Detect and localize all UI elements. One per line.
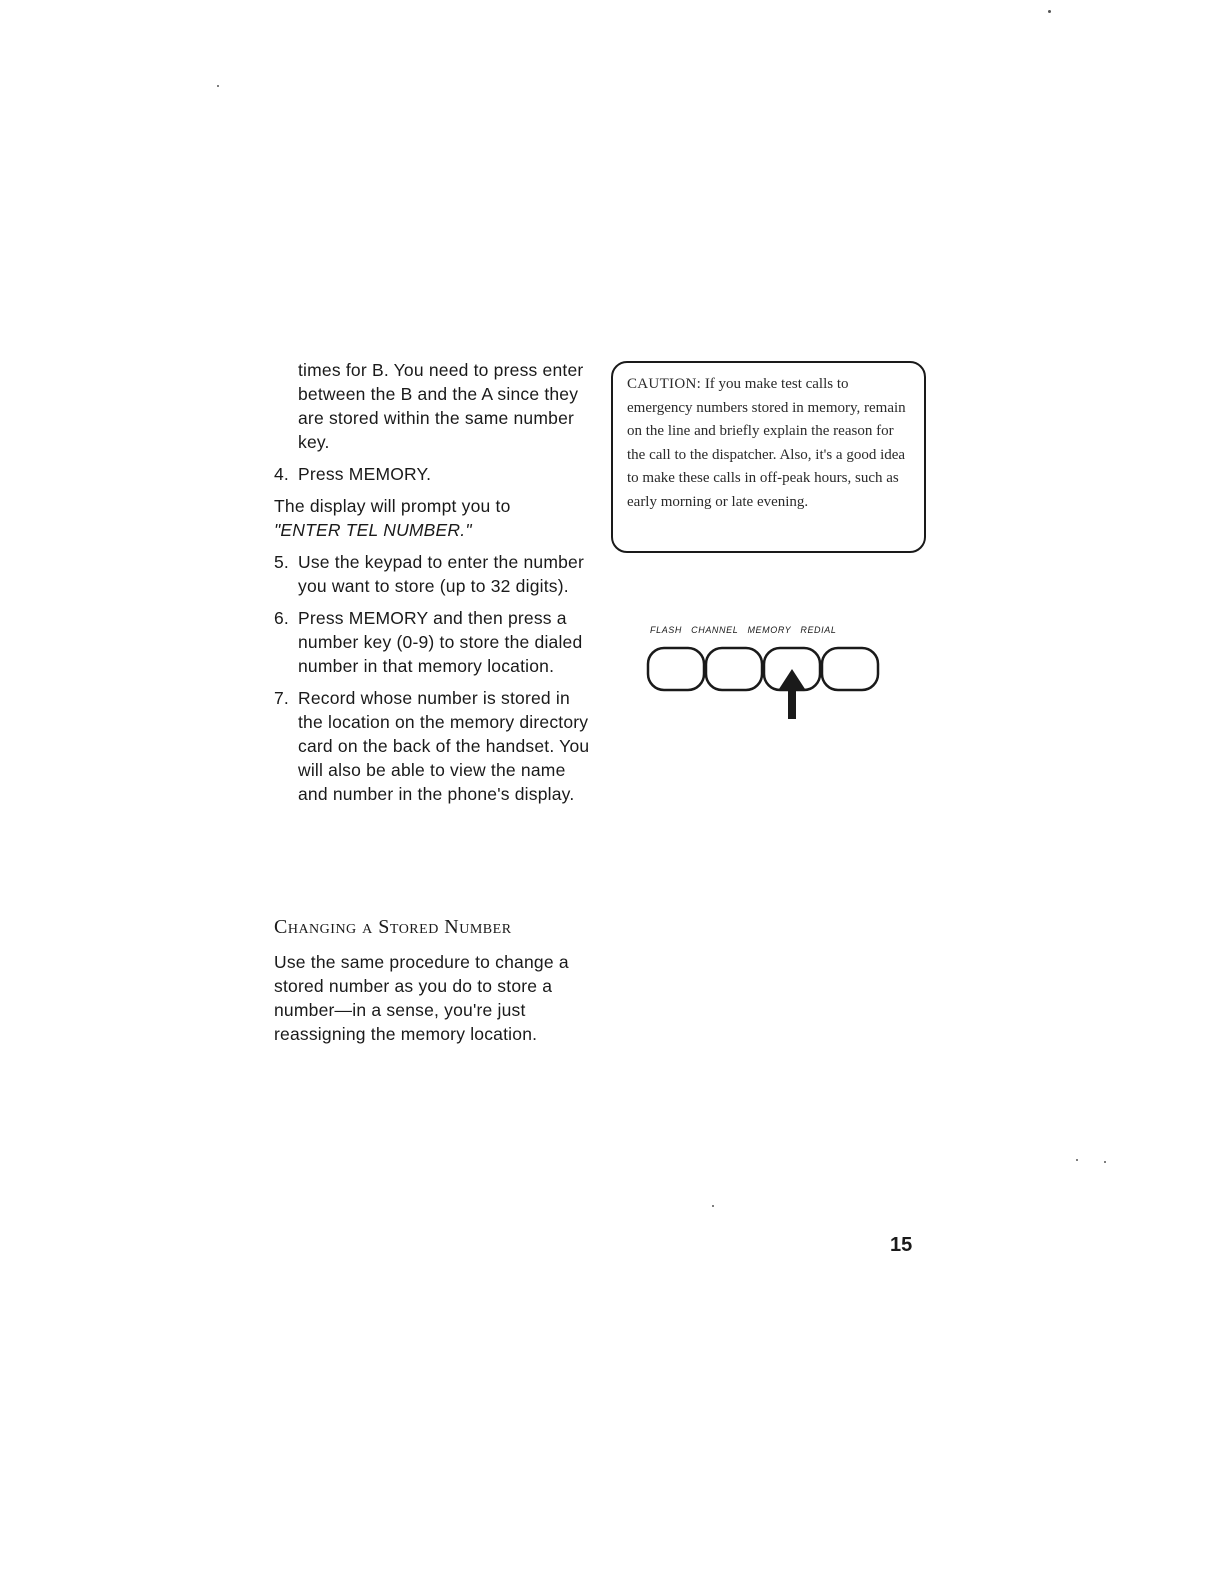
caution-label: CAUTION: xyxy=(627,376,702,392)
scan-speck xyxy=(1076,1159,1078,1161)
step-7-text: Record whose number is stored in the location on the memory directory card on the back of the handset. You will also be able to view the name and number in the phone's display. xyxy=(298,688,590,804)
scan-speck xyxy=(217,85,219,87)
key-label-flash: FLASH xyxy=(650,625,683,635)
key-label-channel: CHANNEL xyxy=(691,625,739,635)
continued-step-text: times for B. You need to press enter between the B and the A since they are stored within the same number key. xyxy=(298,360,584,452)
redial-key-icon xyxy=(822,648,878,690)
arrow-up-icon xyxy=(779,669,805,719)
step-4-text: Press MEMORY. xyxy=(298,464,432,484)
key-labels xyxy=(650,625,842,635)
section-body: Use the same procedure to change a stored number as you do to store a number—in a sense, you're just reassigning the memory location. xyxy=(274,952,569,1044)
display-prompt-note xyxy=(274,494,594,542)
page-number: 15 xyxy=(890,1234,913,1256)
key-label-redial: REDIAL xyxy=(800,625,837,635)
keypad-keys-figure xyxy=(640,625,900,735)
section-heading: Changing a Stored Number xyxy=(274,916,512,938)
display-prompt-text: The display will prompt you to xyxy=(274,496,511,516)
step-4-number: 4. xyxy=(274,464,289,484)
step-6-number: 6. xyxy=(274,608,289,628)
display-prompt-message: "ENTER TEL NUMBER." xyxy=(274,520,472,540)
scan-speck xyxy=(1104,1161,1106,1163)
flash-key-icon xyxy=(648,648,704,690)
scan-speck xyxy=(1048,10,1051,13)
key-label-memory: MEMORY xyxy=(747,625,792,635)
keys-drawing xyxy=(640,643,900,723)
step-6 xyxy=(274,606,594,678)
step-5-text: Use the keypad to enter the number you want to store (up to 32 digits). xyxy=(298,552,584,596)
scan-speck xyxy=(712,1205,714,1207)
step-6-text: Press MEMORY and then press a number key (0-9) to store the dialed number in that memory location. xyxy=(298,608,583,676)
step-5-number: 5. xyxy=(274,552,289,572)
left-column xyxy=(274,358,594,814)
step-7-number: 7. xyxy=(274,688,289,708)
channel-key-icon xyxy=(706,648,762,690)
step-7 xyxy=(274,686,594,806)
step-4 xyxy=(274,462,594,486)
caution-text: If you make test calls to emergency numbers stored in memory, remain on the line and briefly explain the reason for the call to the dispatcher. Also, it's a good idea to make these calls in off-peak hours, such as early morning or late evening. xyxy=(627,376,906,510)
caution-box xyxy=(611,361,926,553)
step-5 xyxy=(274,550,594,598)
